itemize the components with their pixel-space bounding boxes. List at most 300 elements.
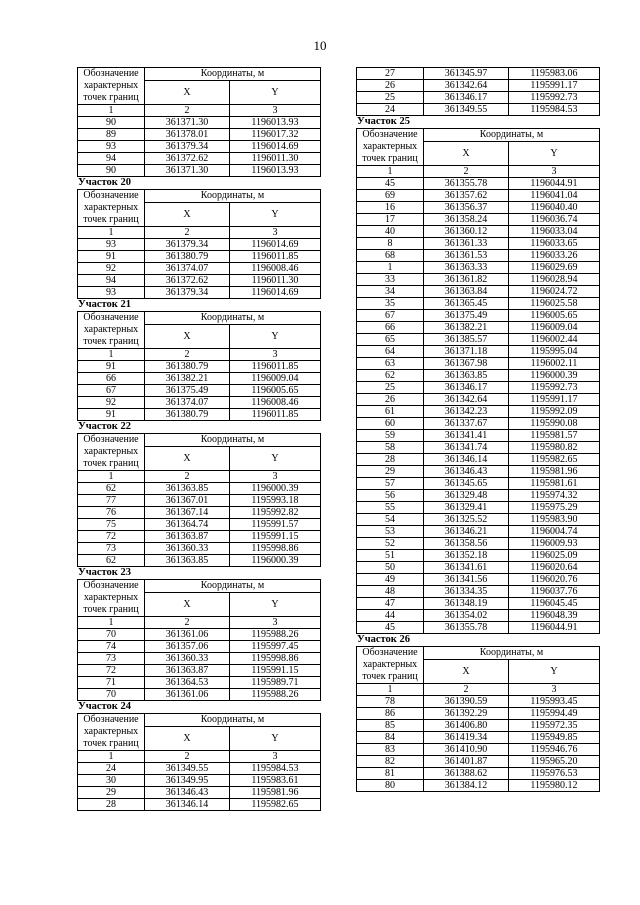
coord-y: 1196002.11 bbox=[509, 358, 600, 370]
point-id: 90 bbox=[78, 165, 145, 177]
section-title: Участок 25 bbox=[357, 116, 410, 127]
coord-y: 1196014.69 bbox=[230, 239, 321, 251]
point-id: 53 bbox=[357, 526, 424, 538]
table-row bbox=[78, 653, 321, 665]
coord-x: 361380.79 bbox=[145, 409, 230, 421]
table-row bbox=[357, 298, 600, 310]
table-row bbox=[357, 68, 600, 80]
coord-x: 361361.33 bbox=[424, 238, 509, 250]
point-id: 81 bbox=[357, 768, 424, 780]
section-title: Участок 21 bbox=[78, 299, 131, 310]
header-y: Y bbox=[230, 203, 321, 227]
point-id: 66 bbox=[78, 373, 145, 385]
coord-y: 1196002.44 bbox=[509, 334, 600, 346]
coord-x: 361334.35 bbox=[424, 586, 509, 598]
coord-y: 1196037.76 bbox=[509, 586, 600, 598]
column-number: 3 bbox=[230, 105, 321, 117]
coord-y: 1196009.04 bbox=[509, 322, 600, 334]
header-point-name: Обозначение характерных точек границ bbox=[78, 312, 145, 349]
point-id: 90 bbox=[78, 117, 145, 129]
plot-section bbox=[77, 567, 320, 701]
coord-y: 1196000.39 bbox=[230, 483, 321, 495]
coord-y: 1195982.65 bbox=[509, 454, 600, 466]
coord-x: 361372.62 bbox=[145, 275, 230, 287]
coord-x: 361357.62 bbox=[424, 190, 509, 202]
coord-x: 361341.41 bbox=[424, 430, 509, 442]
point-id: 73 bbox=[78, 653, 145, 665]
coordinates-table bbox=[77, 311, 321, 421]
table-row bbox=[357, 322, 600, 334]
table-row bbox=[357, 514, 600, 526]
column-number-row bbox=[78, 751, 321, 763]
coord-y: 1196040.40 bbox=[509, 202, 600, 214]
point-id: 1 bbox=[357, 262, 424, 274]
coord-x: 361342.23 bbox=[424, 406, 509, 418]
header-point-name: Обозначение характерных точек границ bbox=[357, 129, 424, 166]
table-row bbox=[78, 555, 321, 567]
column-number: 2 bbox=[145, 227, 230, 239]
point-id: 54 bbox=[357, 514, 424, 526]
point-id: 61 bbox=[357, 406, 424, 418]
coord-x: 361363.85 bbox=[145, 555, 230, 567]
coord-x: 361346.43 bbox=[145, 787, 230, 799]
header-coordinates: Координаты, м bbox=[424, 647, 600, 660]
coord-x: 361355.78 bbox=[424, 622, 509, 634]
table-row bbox=[78, 775, 321, 787]
point-id: 76 bbox=[78, 507, 145, 519]
coord-y: 1196008.46 bbox=[230, 397, 321, 409]
coord-y: 1196033.26 bbox=[509, 250, 600, 262]
point-id: 56 bbox=[357, 490, 424, 502]
table-row bbox=[357, 502, 600, 514]
point-id: 17 bbox=[357, 214, 424, 226]
point-id: 24 bbox=[78, 763, 145, 775]
point-id: 91 bbox=[78, 409, 145, 421]
coord-y: 1195997.45 bbox=[230, 641, 321, 653]
point-id: 92 bbox=[78, 263, 145, 275]
header-coordinates: Координаты, м bbox=[145, 68, 321, 81]
coord-x: 361360.33 bbox=[145, 653, 230, 665]
table-row bbox=[357, 744, 600, 756]
point-id: 86 bbox=[357, 708, 424, 720]
header-point-name: Обозначение характерных точек границ bbox=[78, 714, 145, 751]
coord-x: 361348.19 bbox=[424, 598, 509, 610]
coord-x: 361346.14 bbox=[424, 454, 509, 466]
coord-x: 361346.14 bbox=[145, 799, 230, 811]
coordinates-table bbox=[356, 646, 600, 792]
coord-x: 361361.06 bbox=[145, 629, 230, 641]
plot-section bbox=[356, 116, 599, 634]
plot-section bbox=[77, 67, 320, 177]
coord-x: 361357.06 bbox=[145, 641, 230, 653]
point-id: 63 bbox=[357, 358, 424, 370]
point-id: 45 bbox=[357, 178, 424, 190]
point-id: 52 bbox=[357, 538, 424, 550]
header-coordinates: Координаты, м bbox=[145, 190, 321, 203]
header-x: X bbox=[145, 727, 230, 751]
point-id: 57 bbox=[357, 478, 424, 490]
coord-y: 1196033.65 bbox=[509, 238, 600, 250]
coord-y: 1196011.30 bbox=[230, 153, 321, 165]
coord-x: 361329.41 bbox=[424, 502, 509, 514]
coord-x: 361371.30 bbox=[145, 117, 230, 129]
right-column bbox=[356, 67, 599, 792]
header-row bbox=[78, 312, 321, 325]
table-row bbox=[357, 466, 600, 478]
table-row bbox=[357, 610, 600, 622]
header-x: X bbox=[424, 660, 509, 684]
table-row bbox=[78, 629, 321, 641]
point-id: 89 bbox=[78, 129, 145, 141]
point-id: 50 bbox=[357, 562, 424, 574]
column-number: 3 bbox=[509, 684, 600, 696]
point-id: 27 bbox=[357, 68, 424, 80]
point-id: 16 bbox=[357, 202, 424, 214]
header-point-name: Обозначение характерных точек границ bbox=[78, 68, 145, 105]
coord-x: 361390.59 bbox=[424, 696, 509, 708]
coord-y: 1195981.61 bbox=[509, 478, 600, 490]
coordinates-table bbox=[356, 128, 600, 634]
header-x: X bbox=[145, 325, 230, 349]
coord-x: 361345.97 bbox=[424, 68, 509, 80]
column-number-row bbox=[78, 105, 321, 117]
point-id: 8 bbox=[357, 238, 424, 250]
coord-y: 1196020.64 bbox=[509, 562, 600, 574]
coord-y: 1195994.49 bbox=[509, 708, 600, 720]
point-id: 60 bbox=[357, 418, 424, 430]
point-id: 48 bbox=[357, 586, 424, 598]
section-title: Участок 24 bbox=[78, 701, 131, 712]
coord-y: 1195982.65 bbox=[230, 799, 321, 811]
header-y: Y bbox=[230, 593, 321, 617]
point-id: 82 bbox=[357, 756, 424, 768]
plot-section bbox=[356, 67, 599, 116]
coord-y: 1196014.69 bbox=[230, 141, 321, 153]
coord-y: 1195981.57 bbox=[509, 430, 600, 442]
coord-x: 361367.98 bbox=[424, 358, 509, 370]
table-row bbox=[78, 799, 321, 811]
coord-x: 361384.12 bbox=[424, 780, 509, 792]
coord-x: 361364.74 bbox=[145, 519, 230, 531]
table-row bbox=[357, 622, 600, 634]
coordinates-table bbox=[356, 67, 600, 116]
table-row bbox=[78, 129, 321, 141]
coord-y: 1196011.85 bbox=[230, 251, 321, 263]
plot-section bbox=[77, 177, 320, 299]
section-title: Участок 26 bbox=[357, 634, 410, 645]
point-id: 73 bbox=[78, 543, 145, 555]
point-id: 29 bbox=[78, 787, 145, 799]
coord-y: 1195946.76 bbox=[509, 744, 600, 756]
coord-y: 1195998.86 bbox=[230, 653, 321, 665]
point-id: 66 bbox=[357, 322, 424, 334]
coord-x: 361342.64 bbox=[424, 394, 509, 406]
point-id: 80 bbox=[357, 780, 424, 792]
coord-y: 1195991.15 bbox=[230, 531, 321, 543]
coord-y: 1196033.04 bbox=[509, 226, 600, 238]
coord-y: 1196000.39 bbox=[230, 555, 321, 567]
table-row bbox=[78, 409, 321, 421]
column-number: 3 bbox=[230, 617, 321, 629]
coord-x: 361341.56 bbox=[424, 574, 509, 586]
coord-y: 1196020.76 bbox=[509, 574, 600, 586]
coord-y: 1195981.96 bbox=[509, 466, 600, 478]
point-id: 93 bbox=[78, 141, 145, 153]
header-x: X bbox=[424, 142, 509, 166]
header-row bbox=[78, 68, 321, 81]
coord-x: 361360.33 bbox=[145, 543, 230, 555]
table-row bbox=[357, 562, 600, 574]
coord-y: 1195974.32 bbox=[509, 490, 600, 502]
coord-y: 1196041.04 bbox=[509, 190, 600, 202]
coord-y: 1196029.69 bbox=[509, 262, 600, 274]
column-number-row bbox=[78, 617, 321, 629]
point-id: 94 bbox=[78, 153, 145, 165]
column-number: 2 bbox=[145, 349, 230, 361]
column-number: 3 bbox=[230, 751, 321, 763]
coord-y: 1195989.71 bbox=[230, 677, 321, 689]
table-row bbox=[357, 346, 600, 358]
coord-y: 1195965.20 bbox=[509, 756, 600, 768]
coord-x: 361363.87 bbox=[145, 531, 230, 543]
table-row bbox=[357, 756, 600, 768]
point-id: 33 bbox=[357, 274, 424, 286]
coord-y: 1196000.39 bbox=[509, 370, 600, 382]
header-y: Y bbox=[509, 660, 600, 684]
table-row bbox=[78, 543, 321, 555]
table-row bbox=[357, 442, 600, 454]
column-number: 1 bbox=[78, 227, 145, 239]
header-x: X bbox=[145, 203, 230, 227]
section-title: Участок 22 bbox=[78, 421, 131, 432]
point-id: 74 bbox=[78, 641, 145, 653]
coord-y: 1196025.58 bbox=[509, 298, 600, 310]
table-row bbox=[78, 641, 321, 653]
table-row bbox=[78, 483, 321, 495]
coord-x: 361379.34 bbox=[145, 141, 230, 153]
coord-y: 1195991.17 bbox=[509, 394, 600, 406]
table-row bbox=[78, 677, 321, 689]
table-row bbox=[78, 373, 321, 385]
plot-section bbox=[77, 701, 320, 811]
coord-y: 1195976.53 bbox=[509, 768, 600, 780]
coord-x: 361341.74 bbox=[424, 442, 509, 454]
coord-x: 361375.49 bbox=[145, 385, 230, 397]
header-y: Y bbox=[230, 325, 321, 349]
coord-x: 361354.02 bbox=[424, 610, 509, 622]
column-number: 1 bbox=[357, 684, 424, 696]
point-id: 62 bbox=[78, 555, 145, 567]
coord-y: 1196005.65 bbox=[230, 385, 321, 397]
section-title: Участок 20 bbox=[78, 177, 131, 188]
table-row bbox=[78, 263, 321, 275]
coord-x: 361419.34 bbox=[424, 732, 509, 744]
point-id: 45 bbox=[357, 622, 424, 634]
point-id: 93 bbox=[78, 287, 145, 299]
coord-x: 361371.30 bbox=[145, 165, 230, 177]
coord-y: 1195949.85 bbox=[509, 732, 600, 744]
table-row bbox=[357, 550, 600, 562]
point-id: 26 bbox=[357, 80, 424, 92]
coord-x: 361374.07 bbox=[145, 397, 230, 409]
column-number: 1 bbox=[78, 349, 145, 361]
coord-y: 1196011.30 bbox=[230, 275, 321, 287]
coord-y: 1195981.96 bbox=[230, 787, 321, 799]
coord-x: 361363.85 bbox=[145, 483, 230, 495]
coord-x: 361349.55 bbox=[145, 763, 230, 775]
header-x: X bbox=[145, 447, 230, 471]
point-id: 72 bbox=[78, 665, 145, 677]
point-id: 94 bbox=[78, 275, 145, 287]
coord-x: 361367.14 bbox=[145, 507, 230, 519]
coord-x: 361358.24 bbox=[424, 214, 509, 226]
coord-y: 1196014.69 bbox=[230, 287, 321, 299]
coord-x: 361374.07 bbox=[145, 263, 230, 275]
point-id: 91 bbox=[78, 251, 145, 263]
coord-y: 1196036.74 bbox=[509, 214, 600, 226]
point-id: 55 bbox=[357, 502, 424, 514]
coord-x: 361346.43 bbox=[424, 466, 509, 478]
header-x: X bbox=[145, 81, 230, 105]
point-id: 25 bbox=[357, 382, 424, 394]
table-row bbox=[78, 763, 321, 775]
table-row bbox=[357, 526, 600, 538]
header-row bbox=[357, 129, 600, 142]
column-number: 1 bbox=[78, 751, 145, 763]
coord-x: 361329.48 bbox=[424, 490, 509, 502]
table-row bbox=[357, 732, 600, 744]
column-number-row bbox=[78, 471, 321, 483]
coord-y: 1195983.61 bbox=[230, 775, 321, 787]
section-title: Участок 23 bbox=[78, 567, 131, 578]
table-row bbox=[357, 696, 600, 708]
coord-x: 361345.65 bbox=[424, 478, 509, 490]
column-number: 2 bbox=[145, 617, 230, 629]
table-row bbox=[78, 385, 321, 397]
coord-x: 361406.80 bbox=[424, 720, 509, 732]
coord-x: 361346.17 bbox=[424, 382, 509, 394]
coord-x: 361410.90 bbox=[424, 744, 509, 756]
coord-x: 361341.61 bbox=[424, 562, 509, 574]
point-id: 85 bbox=[357, 720, 424, 732]
plot-section bbox=[77, 299, 320, 421]
table-row bbox=[357, 190, 600, 202]
coord-x: 361363.33 bbox=[424, 262, 509, 274]
point-id: 91 bbox=[78, 361, 145, 373]
coord-x: 361371.18 bbox=[424, 346, 509, 358]
table-row bbox=[357, 574, 600, 586]
table-row bbox=[357, 418, 600, 430]
coord-y: 1195998.86 bbox=[230, 543, 321, 555]
coord-x: 361349.95 bbox=[145, 775, 230, 787]
table-row bbox=[78, 507, 321, 519]
coord-y: 1195993.45 bbox=[509, 696, 600, 708]
coord-y: 1195983.06 bbox=[509, 68, 600, 80]
coord-x: 361361.53 bbox=[424, 250, 509, 262]
coordinates-table bbox=[77, 713, 321, 811]
coord-y: 1196045.45 bbox=[509, 598, 600, 610]
header-y: Y bbox=[230, 727, 321, 751]
coord-y: 1195992.09 bbox=[509, 406, 600, 418]
coord-x: 361352.18 bbox=[424, 550, 509, 562]
header-y: Y bbox=[230, 447, 321, 471]
coord-x: 361385.57 bbox=[424, 334, 509, 346]
table-row bbox=[357, 104, 600, 116]
table-row bbox=[357, 708, 600, 720]
column-number: 2 bbox=[145, 751, 230, 763]
table-row bbox=[78, 397, 321, 409]
coord-y: 1195980.82 bbox=[509, 442, 600, 454]
coord-y: 1195988.26 bbox=[230, 689, 321, 701]
coordinates-table bbox=[77, 579, 321, 701]
point-id: 68 bbox=[357, 250, 424, 262]
table-row bbox=[78, 287, 321, 299]
table-row bbox=[357, 538, 600, 550]
table-row bbox=[357, 202, 600, 214]
point-id: 78 bbox=[357, 696, 424, 708]
point-id: 34 bbox=[357, 286, 424, 298]
table-row bbox=[78, 141, 321, 153]
point-id: 44 bbox=[357, 610, 424, 622]
column-number: 3 bbox=[230, 471, 321, 483]
left-column bbox=[77, 67, 320, 811]
table-row bbox=[357, 92, 600, 104]
coord-y: 1196048.39 bbox=[509, 610, 600, 622]
table-row bbox=[78, 531, 321, 543]
coord-x: 361358.56 bbox=[424, 538, 509, 550]
coord-y: 1196028.94 bbox=[509, 274, 600, 286]
column-number-row bbox=[78, 227, 321, 239]
table-row bbox=[357, 720, 600, 732]
coord-x: 361372.62 bbox=[145, 153, 230, 165]
table-row bbox=[357, 262, 600, 274]
header-coordinates: Координаты, м bbox=[145, 580, 321, 593]
point-id: 49 bbox=[357, 574, 424, 586]
point-id: 29 bbox=[357, 466, 424, 478]
point-id: 92 bbox=[78, 397, 145, 409]
coord-y: 1195995.04 bbox=[509, 346, 600, 358]
coord-x: 361360.12 bbox=[424, 226, 509, 238]
column-number: 1 bbox=[78, 105, 145, 117]
coord-y: 1196013.93 bbox=[230, 117, 321, 129]
coord-y: 1196009.04 bbox=[230, 373, 321, 385]
coord-y: 1195972.35 bbox=[509, 720, 600, 732]
table-row bbox=[357, 394, 600, 406]
header-coordinates: Координаты, м bbox=[145, 434, 321, 447]
coord-y: 1196011.85 bbox=[230, 409, 321, 421]
header-coordinates: Координаты, м bbox=[145, 312, 321, 325]
coord-y: 1196017.32 bbox=[230, 129, 321, 141]
table-row bbox=[78, 787, 321, 799]
header-point-name: Обозначение характерных точек границ bbox=[78, 580, 145, 617]
coord-x: 361379.34 bbox=[145, 239, 230, 251]
coord-y: 1196011.85 bbox=[230, 361, 321, 373]
header-point-name: Обозначение характерных точек границ bbox=[78, 190, 145, 227]
table-row bbox=[78, 519, 321, 531]
point-id: 47 bbox=[357, 598, 424, 610]
point-id: 51 bbox=[357, 550, 424, 562]
point-id: 83 bbox=[357, 744, 424, 756]
table-row bbox=[357, 370, 600, 382]
coord-x: 361356.37 bbox=[424, 202, 509, 214]
point-id: 77 bbox=[78, 495, 145, 507]
coord-y: 1196004.74 bbox=[509, 526, 600, 538]
coord-x: 361380.79 bbox=[145, 361, 230, 373]
column-number: 1 bbox=[78, 617, 145, 629]
point-id: 67 bbox=[357, 310, 424, 322]
coordinates-table bbox=[77, 189, 321, 299]
coord-x: 361325.52 bbox=[424, 514, 509, 526]
